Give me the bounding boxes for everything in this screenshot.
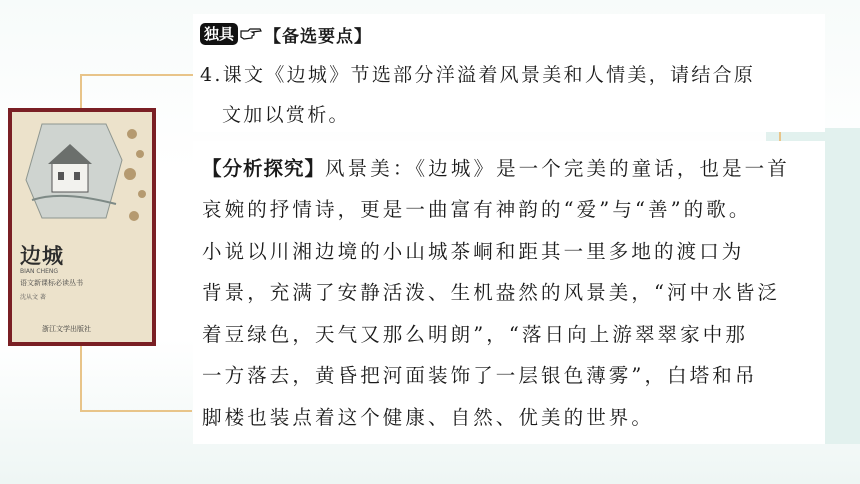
pointing-hand-icon (240, 27, 262, 41)
book-publisher: 浙江文学出版社 (42, 325, 91, 333)
cover-illustration (22, 120, 126, 222)
section-label: 【备选要点】 (264, 26, 373, 47)
question-line-2: 文加以赏析。 (222, 104, 350, 126)
answer-label: 【分析探究】 (202, 157, 326, 180)
answer-line-7: 脚楼也装点着这个健康、自然、优美的世界。 (202, 406, 655, 429)
answer-line-1 (202, 153, 790, 181)
floral-decor-icon (122, 122, 150, 232)
section-header (200, 22, 372, 46)
book-author: 沈从文 著 (20, 294, 46, 301)
book-title: 边城 (20, 243, 64, 268)
book-cover (8, 108, 156, 346)
answer-line-5: 着豆绿色，天气又那么明朗”，“落日向上游翠翠家中那 (202, 323, 748, 346)
decor-gold-bottom (80, 410, 192, 412)
book-cover-inner (12, 112, 152, 342)
answer-line-2: 哀婉的抒情诗，更是一曲富有神韵的“爱”与“善”的歌。 (202, 198, 752, 221)
badge: 独具 (200, 23, 238, 45)
answer-line-1-text: 风景美：《边城》是一个完美的童话，也是一首 (325, 157, 790, 180)
answer-line-6: 一方落去，黄昏把河面装饰了一层银色薄雾”，白塔和吊 (202, 364, 758, 387)
book-pinyin: BIAN CHENG (20, 268, 59, 275)
book-series: 语文新课标必读丛书 (20, 279, 83, 287)
question-line-1: 4.课文《边城》节选部分洋溢着风景美和人情美，请结合原 (200, 64, 756, 86)
answer-line-3: 小说以川湘边境的小山城茶峒和距其一里多地的渡口为 (202, 240, 745, 263)
answer-line-4: 背景，充满了安静活泼、生机盎然的风景美，“河中水皆泛 (202, 281, 781, 304)
